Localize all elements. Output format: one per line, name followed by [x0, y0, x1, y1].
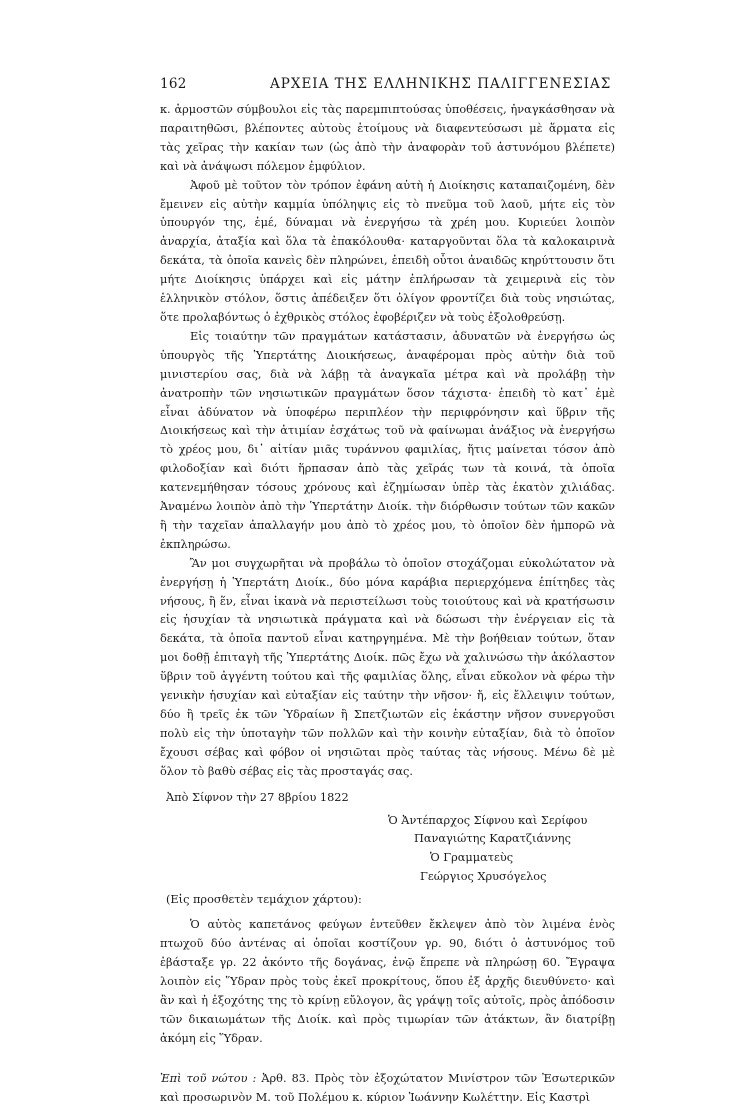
signature-name: Παναγιώτης Καρατζιάννης	[414, 832, 571, 846]
paragraph: Ἂν μοι συγχωρῆται νὰ προβάλω τὸ ὁποῖον στοχάζομαι εὐκολώτατον νὰ ἐνεργήσῃ ἡ Ὑπερτάτη Διοίκ., δύο μόνα καράβια περιερχόμενα ἐπίτηδες τὰς νήσους, ἢ ἕν, εἶναι ἱκανὰ νὰ περιστείλωσι τοὺς τοιούτους καὶ νὰ κρατήσωσιν εἰς ἡσυχίαν τὰ νησιωτικὰ πράγματα καὶ νὰ δώσωσι τὴν ἐνέργειαν εἰς τὰ δεκάτα, τὰ ὁποῖα παντοῦ εἶναι κατηργημένα. Μὲ τὴν βοήθειαν τούτων, ὅταν μοι δοθῇ ἐπιταγὴ τῆς Ὑπερτάτης Διοίκ. πῶς ἔχω νὰ χαλινώσω τὴν ἀκόλαστον ὕβριν τοῦ ἀγγέντη τούτου καὶ τῆς φαμιλίας ὅλης, εἶναι εὔκολον νὰ φέρω τὴν γενικὴν ἡσυχίαν καὶ εὐταξίαν εἰς ταύτην τὴν νῆσον· ἤ, εἰς ἔλλειψιν τούτων, δύο ἢ τρεῖς ἐκ τῶν Ὑδραίων ἢ Σπετζιωτῶν εἰς ἑκάστην νῆσον συνεργοῦσι πολὺ εἰς τὴν ὑποταγὴν τῶν πολλῶν καὶ τὴν κοινὴν εὐταξίαν, διὰ τὸ ὁποῖον ἔχουσι σέβας καὶ φόβον οἱ νησιῶται πρὸς ταύτας τὰς νήσους. Μένω δὲ μὲ ὅλον τὸ βαθὺ σέβας εἰς τὰς προσταγάς σας.	[160, 556, 615, 778]
secretary-title: Ὁ Γραμματεὺς	[430, 851, 514, 865]
paragraph: Ἀφοῦ μὲ τοῦτον τὸν τρόπον ἐφάνη αὐτὴ ἡ Διοίκησις καταπαιζομένη, δὲν ἔμεινεν εἰς αὐτὴν καμμία ὑπόληψις εἰς τὸ πνεῦμα τοῦ λαοῦ, μήτε εἰς τὸν ὑπουργόν της, ἐμέ, δύναμαι νὰ ἐνεργήσω τὰ χρέη μου. Κυριεύει λοιπὸν ἀναρχία, ἀταξία καὶ ὅλα τὰ ἐπακόλουθα· καταργοῦνται ὅλα τὰ καλοκαιρινὰ δεκάτα, τὰ ὁποῖα κανεὶς δὲν πληρώνει, ἐπειδὴ οὗτοι ἀναιδῶς κηρύττουσιν ὅτι μήτε Διοίκησις ὑπάρχει καὶ εἰς μάτην ἐπλήρωσαν τὰ χειμερινὰ εἰς τὸν ἑλληνικὸν στόλον, ὅστις ἀπέδειξεν ὅτι ὀλίγον φροντίζει διὰ τοὺς νησιώτας, ὅτε προλαβόντως ὁ ἐχθρικὸς στόλος ἐφοβέριζεν νὰ τοὺς ἐξολοθρεύσῃ.	[160, 178, 615, 324]
secretary-name: Γεώργιος Χρυσόγελος	[420, 870, 547, 884]
note-paragraph: Ὁ αὐτὸς καπετάνος φεύγων ἐντεῦθεν ἔκλεψεν ἀπὸ τὸν λιμένα ἑνὸς πτωχοῦ δύο ἀντένας αἱ ὁποῖαι κοστίζουν γρ. 90, διότι ὁ ἀστυνόμος τοῦ ἐβάσταξε γρ. 22 ἀκόντο τῆς δογάνας, ἐνῷ ἔπρεπε νὰ πληρώσῃ 60. Ἔγραψα λοιπὸν εἰς Ὕδραν πρὸς τοὺς ἐκεῖ προκρίτους, ὅπου ἐξ ἀρχῆς διευθύνετο· καὶ ἂν καὶ ἡ ἐξοχότης της τὸ κρίνῃ εὔλογον, ἂς γράψῃ τοῖς αὐτοῖς, πρὸς ἀπόδοσιν τῶν δικαιωμάτων τῆς Διοίκ. καὶ πρὸς τιμωρίαν τῶν ἀτάκτων, ἂν διατρίβῃ ἀκόμη εἰς Ὕδραν.	[160, 918, 615, 1045]
running-head: ΑΡΧΕΙΑ ΤΗΣ ΕΛΛΗΝΙΚΗΣ ΠΑΛΙΓΓΕΝΕΣΙΑΣ	[270, 76, 612, 92]
signature-title: Ὁ Ἀντέπαρχος Σίφνου καὶ Σερίφου	[388, 813, 588, 827]
verso-label: Ἐπὶ τοῦ νώτου :	[160, 1072, 257, 1086]
paragraph: κ. ἁρμοστῶν σύμβουλοι εἰς τὰς παρεμπιπτούσας ὑποθέσεις, ἠναγκάσθησαν νὰ παραιτηθῶσι, βλέποντες αὐτοὺς ἑτοίμους νὰ διαφεντεύσωσι μὲ ἅρματα εἰς τὰς χεῖρας τὴν κακίαν των (ὡς ἀπὸ τὴν ἀναφορὰν τοῦ ἀστυνόμου βλέπετε) καὶ νὰ ἀνάψωσι πόλεμον ἐμφύλιον.	[160, 103, 615, 173]
verso-paragraph	[160, 1070, 615, 1108]
signature-block	[160, 812, 615, 888]
body-text	[160, 101, 615, 1108]
page-number: 162	[160, 76, 187, 92]
paragraph: Εἰς τοιαύτην τῶν πραγμάτων κατάστασιν, ἀδυνατῶν νὰ ἐνεργήσω ὡς ὑπουργὸς τῆς Ὑπερτάτης Διοικήσεως, ἀναφέρομαι πρὸς αὐτὴν διὰ τοῦ μινιστερίου σας, διὰ νὰ λάβῃ τὰ ἀναγκαῖα μέτρα καὶ νὰ προλάβῃ τὴν ἀνατροπὴν τῶν νησιωτικῶν πραγμάτων ὅσον τάχιστα· ἐπειδὴ τὸ κατ᾽ ἐμὲ εἶναι ἀδύνατον νὰ ὑποφέρω περιπλέον τὴν περιφρόνησιν καὶ ὕβριν τῆς Διοικήσεως καὶ τὴν ἀτιμίαν ἐσχάτως τοῦ νὰ φαίνωμαι ἀνάξιος νὰ ἐνεργήσω τὸ χρέος μου, δι᾽ αἰτίαν μιᾶς τυράννου φαμιλίας, ἥτις μαίνεται τόσον ἀπὸ φιλοδοξίαν καὶ διότι ἥρπασαν ἀπὸ τὰς χεῖράς των τὰ κοινά, τὰ ὁποῖα κατενεμήθησαν τόσους χρόνους καὶ ἐζημίωσαν ὑπὲρ τὰς ἑκατὸν χιλιάδας. Ἀναμένω λοιπὸν ἀπὸ τὴν Ὑπερτάτην Διοίκ. τὴν διόρθωσιν τούτων τῶν κακῶν ἢ τὴν ταχεῖαν ἀπαλλαγήν μου ἀπὸ τὸ χρέος μου, τὸ ὁποῖον δὲν ἠμπορῶ νὰ ἐκπληρώσω.	[160, 329, 615, 551]
verso-text: Ἀρθ. 83. Πρὸς τὸν ἐξοχώτατον Μινίστρον τῶν Ἐσωτερικῶν καὶ προσωρινὸν Μ. τοῦ Πολέμου κ. κύριον Ἰωάννην Κωλέττην. Εἰς Καστρὶ	[160, 1072, 615, 1105]
note-label: (Εἰς προσθετὲν τεμάχιον χάρτου):	[166, 893, 362, 907]
dateline: Ἀπὸ Σίφνον τὴν 27 8βρίου 1822	[166, 790, 349, 804]
